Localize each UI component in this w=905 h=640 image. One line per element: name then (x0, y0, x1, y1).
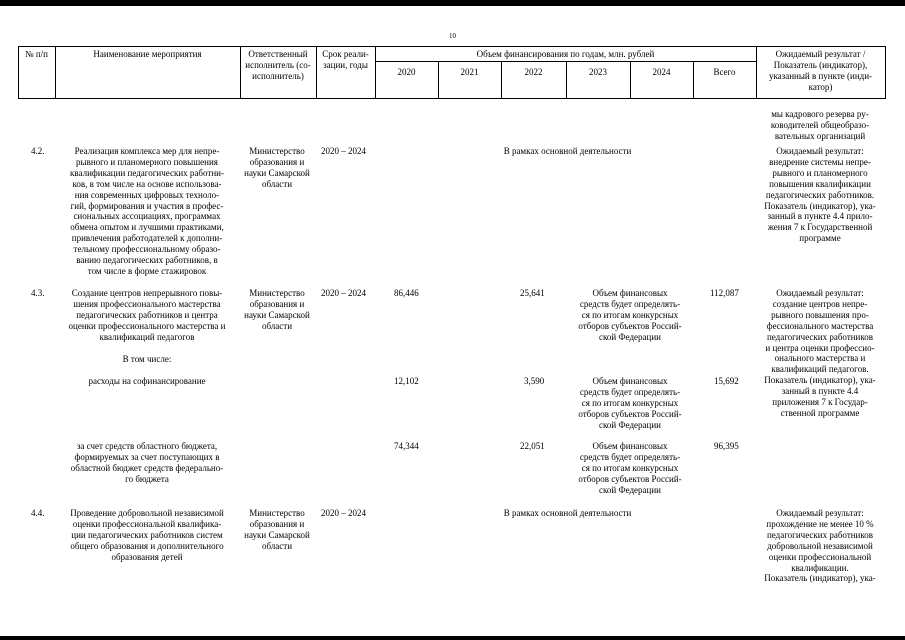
row-4-2-num: 4.2. (31, 146, 45, 156)
sub-row-regional-name: за счет средств областного бюджета, формируемых за счет поступающих в областной бюджет средств федерально- го бюджета (70, 441, 224, 484)
header-num: № п/п (25, 49, 48, 59)
sub-row-regional-2022: 22,051 (520, 441, 545, 451)
header-year-2024: 2024 (652, 67, 671, 77)
row-4-3-term: 2020 – 2024 (321, 288, 366, 298)
sub-row-regional-total: 96,395 (714, 441, 739, 451)
row-4-3-num: 4.3. (31, 288, 45, 298)
row-4-3-name: Создание центров непрерывного повы- шения профессионального мастерства педагогических работников и центра оценки профессионального мастерства и квалификаций педагогов (68, 288, 226, 342)
row-4-3-responsible: Министерство образования и науки Самарской области (244, 288, 310, 331)
row-4-3-total: 112,087 (710, 288, 739, 298)
sub-row-regional-2020: 74,344 (394, 441, 419, 451)
bottom-border (0, 636, 905, 640)
sub-row-cofinancing-2022: 3,590 (524, 376, 545, 386)
row-4-3-result: Ожидаемый результат: создание центров непре- рывного повышения про- фессионального мастерства педагогических работников и центра оценки профессио- онального мастерства и квалификаций педагогов. Показатель (индикатор), ука- занный в пункте 4.4 приложения 7 к Государ- ственной программе (764, 288, 876, 418)
header-name: Наименование мероприятия (93, 49, 202, 59)
row-4-3-2020: 86,446 (394, 288, 419, 298)
row-4-3-2022: 25,641 (520, 288, 545, 298)
row-4-2-term: 2020 – 2024 (321, 146, 366, 156)
top-border (0, 0, 905, 6)
sub-row-cofinancing-2024: Объем финансовых средств будет определять- ся по итогам конкурсных отборов субъектов Россий- ской Федерации (578, 376, 682, 430)
header-term: Срок реали- зации, годы (322, 49, 369, 70)
sub-row-cofinancing-name: расходы на софинансирование (88, 376, 206, 386)
page-number: 10 (449, 32, 456, 40)
row-4-2-name: Реализация комплекса мер для непре- рывного и планомерного повышения квалификации педагогических работни- ков, в том числе на основе использова- ния современных цифровых техноло- гий, формирования и участия в профес- сиональных ассоциациях, программах обмена опытом и лучшими практиками, привлечения работодателей к дополни- тельному профессиональному образо- ванию педагогических работников, в том числе в форме стажировок (70, 146, 224, 276)
result-continuation: мы кадрового резерва ру- ководителей общеобразо- вательных организаций (770, 109, 870, 141)
header-year-2021: 2021 (460, 67, 479, 77)
row-4-2-responsible: Министерство образования и науки Самарской области (244, 146, 310, 189)
sub-row-cofinancing-2020: 12,102 (394, 376, 419, 386)
row-4-4-name: Проведение добровольной независимой оценки профессиональной квалифика- ции педагогических работников систем общего образования и дополнительного образования детей (70, 508, 224, 562)
header-funding: Объем финансирования по годам, млн. рублей (476, 49, 655, 59)
header-total: Всего (713, 67, 736, 77)
row-4-4-num: 4.4. (31, 508, 45, 518)
row-4-4-result: Ожидаемый результат: прохождение не менее 10 % педагогических работников добровольной независимой оценки профессиональной квалификации. Показатель (индикатор), ука- (764, 508, 876, 584)
sub-row-regional-2024: Объем финансовых средств будет определять- ся по итогам конкурсных отборов субъектов Россий- ской Федерации (578, 441, 682, 495)
header-responsible: Ответственный исполнитель (со- исполнитель) (245, 49, 311, 81)
row-4-4-term: 2020 – 2024 (321, 508, 366, 518)
header-year-2023: 2023 (589, 67, 607, 77)
row-4-4-funding-note: В рамках основной деятельности (503, 508, 632, 518)
header-year-2022: 2022 (524, 67, 543, 77)
sub-row-cofinancing-total: 15,692 (714, 376, 739, 386)
header-result: Ожидаемый результат / Показатель (индикатор), указанный в пункте (инди- катор) (768, 49, 873, 92)
row-4-4-responsible: Министерство образования и науки Самарской области (244, 508, 310, 551)
row-4-2-funding-note: В рамках основной деятельности (503, 146, 632, 156)
row-4-2-result: Ожидаемый результат: внедрение системы непре- рывного и планомерного повышения квалификации педагогических работников. Показатель (индикатор), ука- занный в пункте 4.4 прило- жения 7 к Государственной программе (764, 146, 876, 244)
table-header (18, 46, 886, 99)
row-4-3-2024: Объем финансовых средств будет определять- ся по итогам конкурсных отборов субъектов Россий- ской Федерации (578, 288, 682, 342)
including-label: В том числе: (122, 354, 172, 364)
header-year-2020: 2020 (397, 67, 416, 77)
